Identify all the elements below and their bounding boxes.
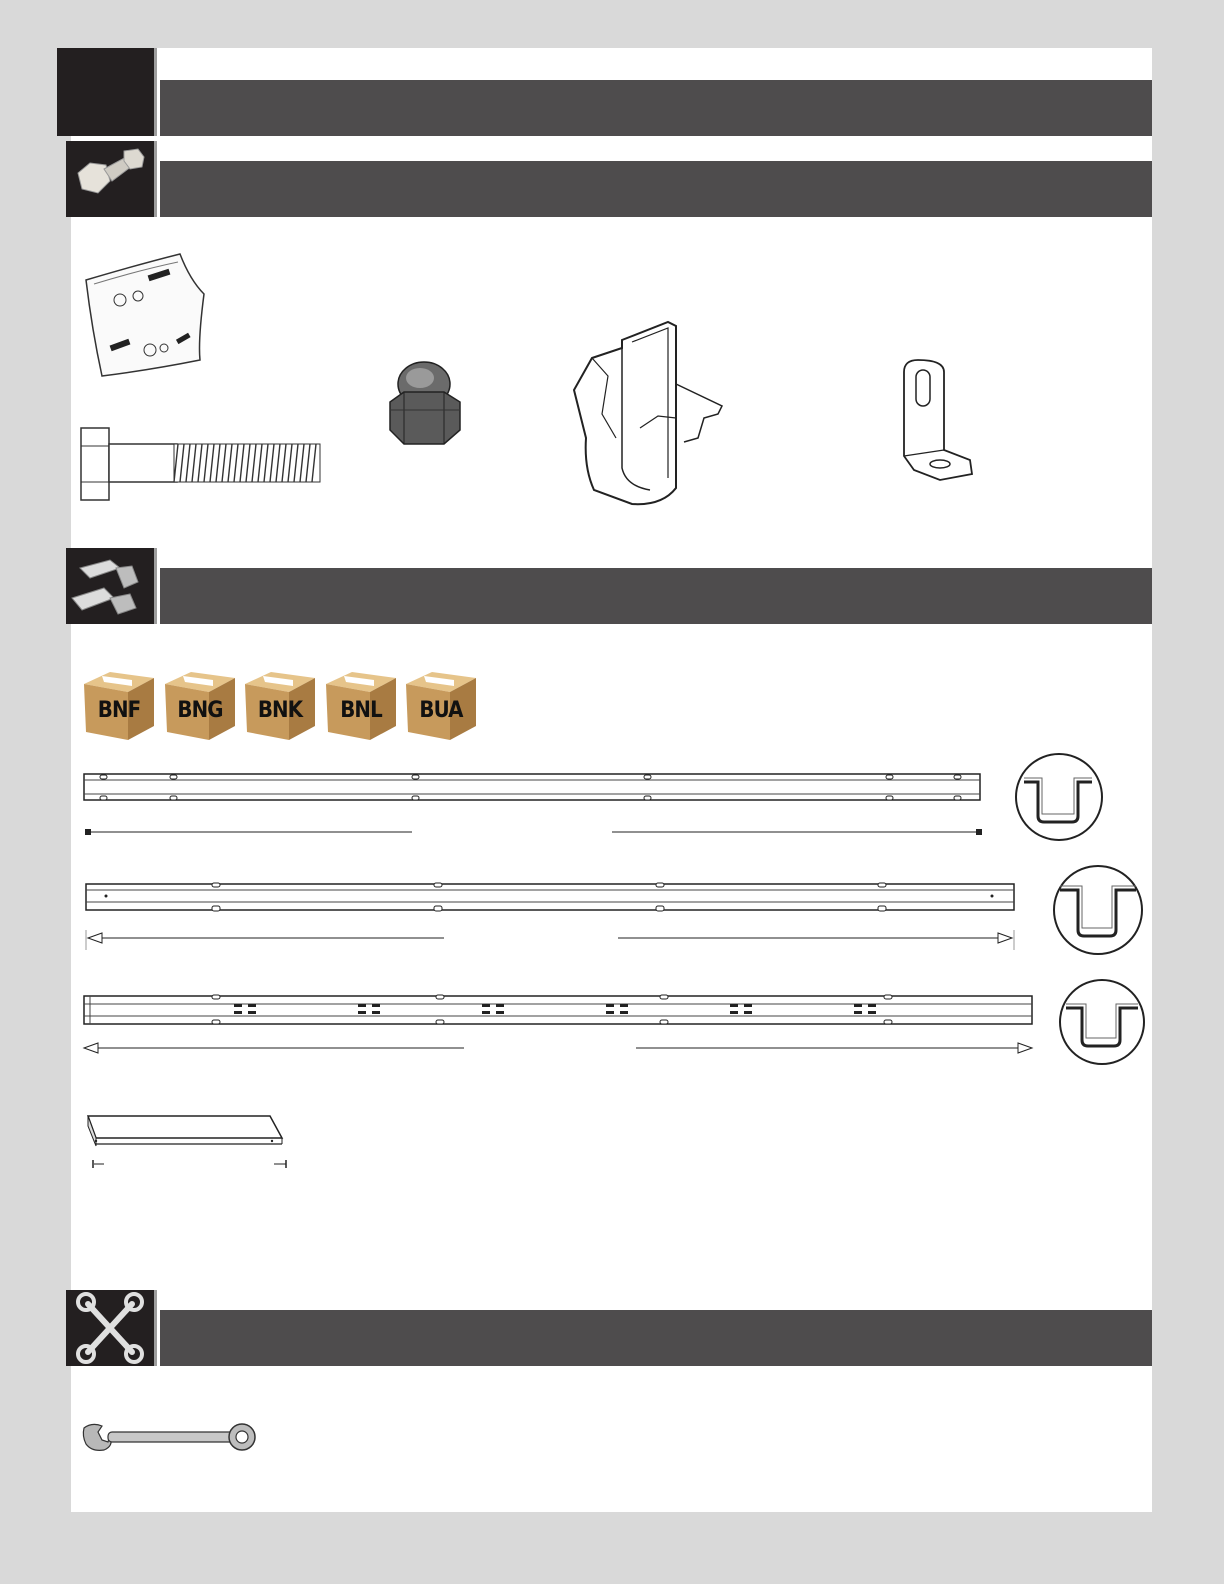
wrenches-icon — [66, 1290, 154, 1366]
part-box-label: BNL — [340, 698, 382, 723]
parts-section-bar — [160, 568, 1152, 624]
part-box-label: BNF — [97, 698, 141, 723]
combination-wrench-icon — [80, 1420, 260, 1454]
channel-rail-icon — [80, 770, 990, 840]
u-channel-profile-icon — [1052, 864, 1144, 956]
part-box-label: BNG — [177, 698, 223, 723]
hardware-bag-icon — [80, 250, 214, 378]
u-channel-profile-icon — [1014, 752, 1104, 842]
part-box-bnf — [82, 670, 156, 742]
step-number-block — [57, 48, 157, 136]
plastic-clip-icon — [572, 318, 728, 508]
long-rail-icon — [80, 992, 1036, 1064]
channel-rail-icon — [82, 880, 1018, 952]
u-channel-profile-icon — [1058, 978, 1146, 1066]
tools-section-bar — [160, 1310, 1152, 1366]
acorn-nut-icon — [384, 360, 466, 448]
parts-section-icon-box — [66, 548, 157, 624]
part-box-bnk — [243, 670, 317, 742]
angle-bracket-icon — [900, 358, 976, 482]
page-header-bar — [160, 80, 1152, 136]
hex-bolt-icon — [78, 424, 326, 504]
part-box-bng — [163, 670, 237, 742]
part-box-bua — [404, 670, 478, 742]
tools-section-icon-box — [66, 1290, 157, 1366]
bolt-nut-icon — [66, 141, 154, 217]
part-box-label: BNK — [257, 698, 303, 723]
part-box-label: BUA — [419, 698, 463, 723]
bracket-icon — [66, 548, 154, 624]
short-angle-icon — [84, 1112, 294, 1172]
part-box-bnl — [324, 670, 398, 742]
hardware-section-bar — [160, 161, 1152, 217]
hardware-section-icon-box — [66, 141, 157, 217]
